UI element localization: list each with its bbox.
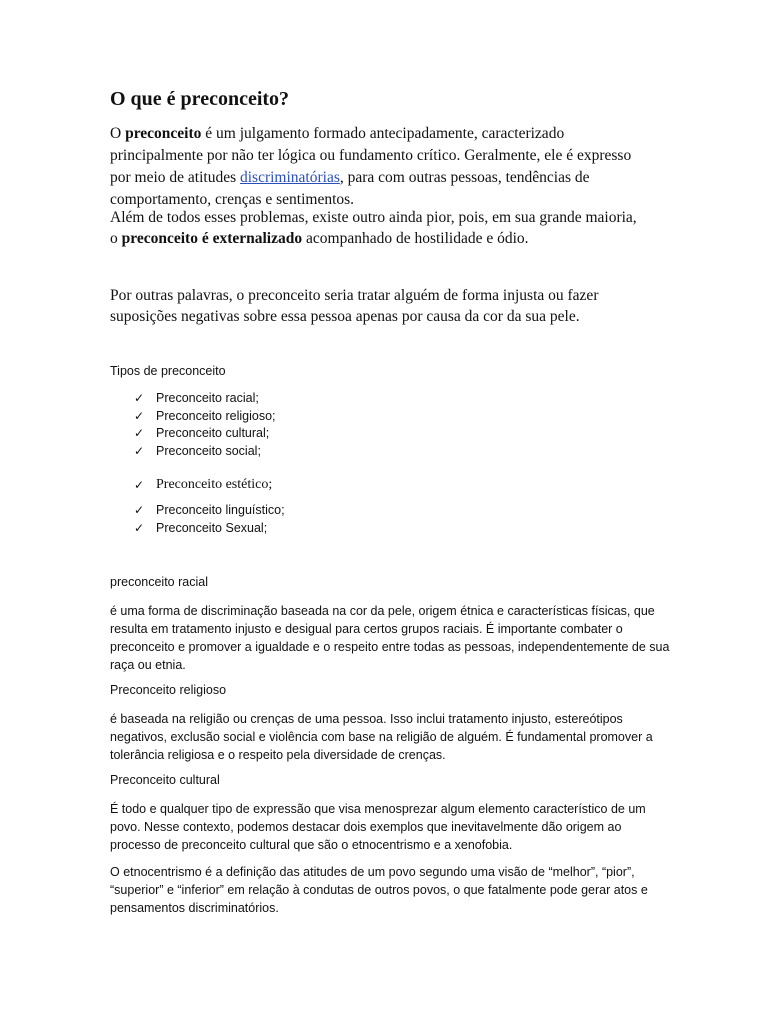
religious-body: é baseada na religião ou crenças de uma pessoa. Isso inclui tratamento injusto, estereótipos negativos, exclusão social e violência com base na religião de alguém. É fundamental promover a tolerância religiosa e o respeito pela diversidade de crenças. [110,712,653,762]
check-icon: ✓ [134,520,145,535]
list-item [134,520,285,538]
types-list-a [134,390,276,460]
cultural-heading: Preconceito cultural [110,773,220,787]
types-list-b [134,475,272,495]
hostility-text-1: Além de todos esses problemas, existe outro ainda pior, pois, em sua grande maioria, o [110,209,637,247]
intro-paragraph [110,123,640,211]
list-item [134,502,285,520]
check-icon: ✓ [134,503,145,517]
hostility-bold: preconceito é externalizado [121,230,303,247]
hostility-paragraph [110,207,640,249]
list-item-label: Preconceito racial; [156,391,259,405]
list-item [134,475,272,495]
list-item [134,408,276,426]
racial-heading: preconceito racial [110,575,208,589]
check-icon: ✓ [134,391,145,405]
types-heading: Tipos de preconceito [110,364,226,378]
cultural-body: É todo e qualquer tipo de expressão que visa menosprezar algum elemento característico de um povo. Nesse contexto, podemos destacar dois exemplos que inevitavelmente dão origem ao processo de preconceito cultural que são o etnocentrismo e a xenofobia. [110,802,646,852]
types-list-c [134,502,285,537]
list-item-label: Preconceito linguístico; [156,503,285,517]
intro-text-1: O [110,125,126,142]
check-icon: ✓ [134,443,145,458]
list-item-label: Preconceito social; [156,443,261,458]
intro-bold-preconceito: preconceito [125,125,202,142]
list-item-label: Preconceito cultural; [156,426,270,440]
list-item [134,443,276,461]
page-title: O que é preconceito? [110,88,290,110]
intro-text-3: , para com outras pessoas, tendências de comportamento, crenças e sentimentos. [110,169,590,208]
list-item-label: Preconceito religioso; [156,408,276,423]
list-item [134,390,276,408]
other-words-paragraph: Por outras palavras, o preconceito seria tratar alguém de forma injusta ou fazer suposições negativas sobre essa pessoa apenas por causa da cor da sua pele. [110,287,599,325]
hostility-text-2: acompanhado de hostilidade e ódio. [302,230,529,247]
intro-text-2: é um julgamento formado antecipadamente, caracterizado principalmente por não ter lógica ou fundamento crítico. Geralmente, ele é expresso por meio de atitudes [110,125,632,186]
check-icon: ✓ [134,426,145,440]
check-icon: ✓ [134,408,145,423]
ethnocentrism-body: O etnocentrismo é a definição das atitudes de um povo segundo uma visão de “melhor”, “pior”, “superior” e “inferior” em relação à condutas de outros povos, o que fatalmente pode gerar atos e pensamentos discriminatórios. [110,865,648,915]
check-icon: ✓ [134,478,145,492]
list-item [134,425,276,443]
discriminatorias-link[interactable]: discriminatórias [240,169,340,186]
religious-heading: Preconceito religioso [110,683,227,697]
list-item-label: Preconceito Sexual; [156,520,268,535]
racial-body: é uma forma de discriminação baseada na cor da pele, origem étnica e características físicas, que resulta em tratamento injusto e desigual para certos grupos raciais. É importante combater o preconceito e promover a igualdade e o respeito entre todas as pessoas, independentemente de sua raça ou etnia. [110,604,670,672]
list-item-label: Preconceito estético; [156,477,273,492]
